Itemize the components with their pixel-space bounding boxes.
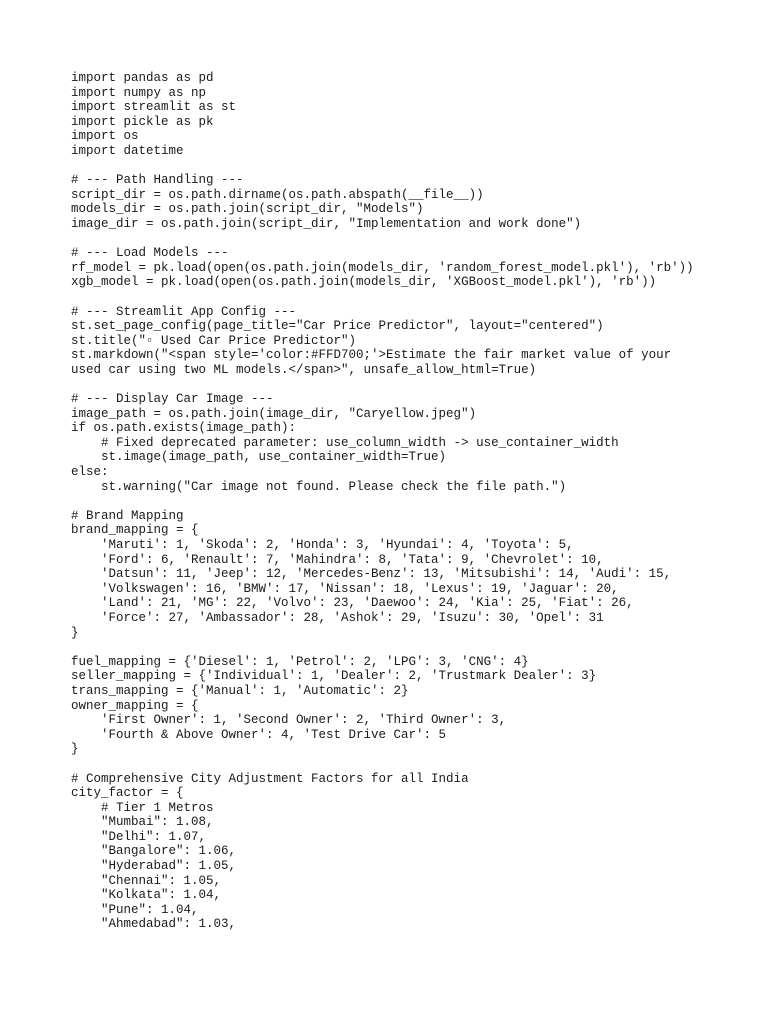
code-line: "Mumbai": 1.08, xyxy=(71,815,214,830)
code-line: brand_mapping = { xyxy=(71,523,199,538)
code-line: "Ahmedabad": 1.03, xyxy=(71,917,237,932)
code-line: "Pune": 1.04, xyxy=(71,902,199,917)
code-line: seller_mapping = {'Individual': 1, 'Dealer': 2, 'Trustmark Dealer': 3} xyxy=(71,669,597,684)
code-line: # Brand Mapping xyxy=(71,508,184,523)
code-line: "Bangalore": 1.06, xyxy=(71,844,237,859)
code-line: import pandas as pd xyxy=(71,71,214,85)
code-line: city_factor = { xyxy=(71,786,184,801)
code-line: 'Fourth & Above Owner': 4, 'Test Drive Car': 5 xyxy=(71,727,447,742)
blank-line xyxy=(71,159,694,174)
code-line: # Comprehensive City Adjustment Factors for all India xyxy=(71,771,469,786)
code-line: 'Volkswagen': 16, 'BMW': 17, 'Nissan': 18, 'Lexus': 19, 'Jaguar': 20, xyxy=(71,581,619,596)
code-line: } xyxy=(71,625,79,640)
code-line: rf_model = pk.load(open(os.path.join(models_dir, 'random_forest_model.pkl'), 'rb')) xyxy=(71,260,694,275)
code-line: st.title("▫ Used Car Price Predictor") xyxy=(71,333,357,348)
code-line: st.warning("Car image not found. Please check the file path.") xyxy=(71,479,567,494)
blank-line xyxy=(71,494,694,509)
blank-line xyxy=(71,377,694,392)
code-line: 'Land': 21, 'MG': 22, 'Volvo': 23, 'Daewoo': 24, 'Kia': 25, 'Fiat': 26, xyxy=(71,596,634,611)
code-line: else: xyxy=(71,465,109,480)
code-line: import os xyxy=(71,129,139,144)
code-line: st.image(image_path, use_container_width=True) xyxy=(71,450,447,465)
code-line: # Fixed deprecated parameter: use_column_width -> use_container_width xyxy=(71,435,619,450)
code-line: fuel_mapping = {'Diesel': 1, 'Petrol': 2, 'LPG': 3, 'CNG': 4} xyxy=(71,654,529,669)
code-line: import numpy as np xyxy=(71,85,207,100)
code-line: import pickle as pk xyxy=(71,114,214,129)
code-line: st.set_page_config(page_title="Car Price Predictor", layout="centered") xyxy=(71,319,604,334)
code-line: if os.path.exists(image_path): xyxy=(71,421,297,436)
code-line: "Delhi": 1.07, xyxy=(71,829,207,844)
code-line: "Chennai": 1.05, xyxy=(71,873,222,888)
code-line: import datetime xyxy=(71,143,184,158)
code-line: image_path = os.path.join(image_dir, "Caryellow.jpeg") xyxy=(71,406,477,421)
code-line: image_dir = os.path.join(script_dir, "Implementation and work done") xyxy=(71,216,582,231)
code-line: # --- Display Car Image --- xyxy=(71,392,274,407)
code-line: script_dir = os.path.dirname(os.path.abspath(__file__)) xyxy=(71,187,484,202)
code-line: # Tier 1 Metros xyxy=(71,800,214,815)
code-line: 'First Owner': 1, 'Second Owner': 2, 'Third Owner': 3, xyxy=(71,713,507,728)
blank-line xyxy=(71,232,694,247)
blank-line xyxy=(71,640,694,655)
code-line: # --- Load Models --- xyxy=(71,246,229,261)
code-line: models_dir = os.path.join(script_dir, "Models") xyxy=(71,202,424,217)
code-line: 'Force': 27, 'Ambassador': 28, 'Ashok': 29, 'Isuzu': 30, 'Opel': 31 xyxy=(71,610,604,625)
blank-line xyxy=(71,290,694,305)
code-line: # --- Path Handling --- xyxy=(71,173,244,188)
code-line: "Hyderabad": 1.05, xyxy=(71,859,237,874)
code-line: "Kolkata": 1.04, xyxy=(71,888,222,903)
code-line: 'Maruti': 1, 'Skoda': 2, 'Honda': 3, 'Hyundai': 4, 'Toyota': 5, xyxy=(71,538,574,552)
blank-line xyxy=(71,757,694,772)
code-listing xyxy=(71,71,694,932)
code-line: 'Ford': 6, 'Renault': 7, 'Mahindra': 8, 'Tata': 9, 'Chevrolet': 10, xyxy=(71,552,604,567)
code-line: # --- Streamlit App Config --- xyxy=(71,304,297,319)
code-line: st.markdown("<span style='color:#FFD700;'>Estimate the fair market value of your xyxy=(71,348,672,363)
code-line: 'Datsun': 11, 'Jeep': 12, 'Mercedes-Benz': 13, 'Mitsubishi': 14, 'Audi': 15, xyxy=(71,567,672,582)
code-line: xgb_model = pk.load(open(os.path.join(models_dir, 'XGBoost_model.pkl'), 'rb')) xyxy=(71,275,657,290)
code-line: import streamlit as st xyxy=(71,100,237,115)
code-line: trans_mapping = {'Manual': 1, 'Automatic': 2} xyxy=(71,683,409,698)
code-line: used car using two ML models.</span>", unsafe_allow_html=True) xyxy=(71,362,537,377)
code-line: owner_mapping = { xyxy=(71,698,199,713)
code-line: } xyxy=(71,742,79,757)
